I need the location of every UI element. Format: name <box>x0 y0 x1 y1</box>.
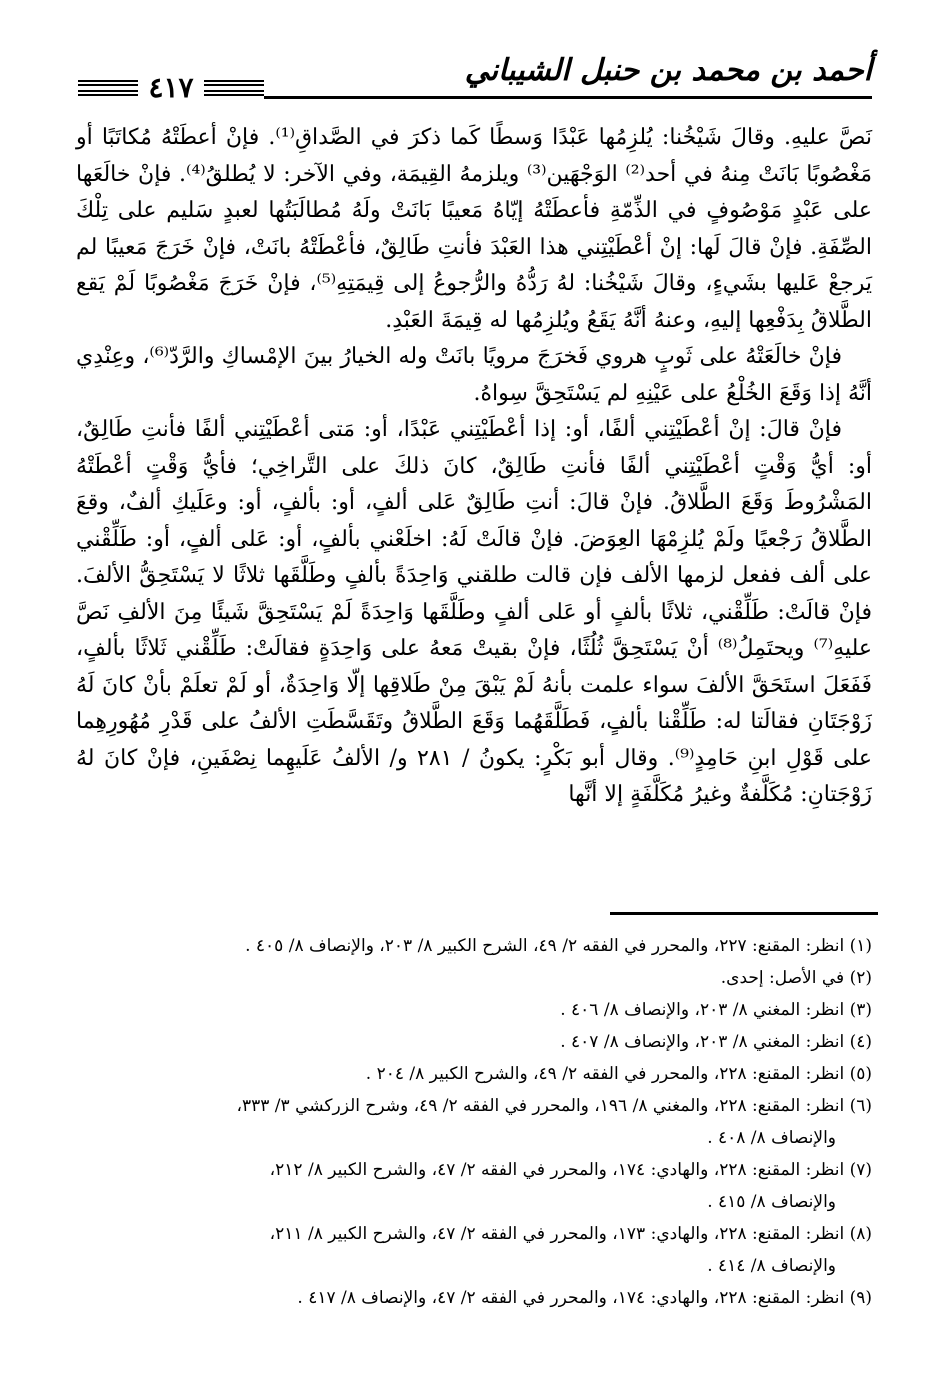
main-text <box>76 120 872 814</box>
page-number-box <box>78 72 264 104</box>
footnotes <box>76 930 872 1314</box>
footnote <box>76 930 872 962</box>
paragraph: نَصَّ عليهِ. وقالَ شَيْخُنا: يُلزِمُها عَبْدًا وَسطًا كَما ذكرَ في الصَّداقِ⁽¹⁾. فإنْ أعطَتْهُ مُكاتَبًا أو مَغْصُوبًا بَانَتْ مِنهُ في أحد⁽²⁾ الوَجْهَين⁽³⁾ ويلزمهُ القِيمَة، وفي الآخر: لا يُطلقُ⁽⁴⁾. فإنْ خالَعَها على عَبْدٍ مَوْصُوفٍ في الذِّمّةِ فأعطَتْهُ إيّاهُ مَعيبًا بَانَتْ ولَهُ مُطالَبَتُها لعبدٍ سَليم على تِلْكَ الصِّفَةِ. فإنْ قالَ لَها: إنْ أعْطَيْتِني هذا العَبْدَ فأنتِ طَالِقٌ، فأعْطَتْهُ بانَتْ، فإنْ خَرَجَ مَعيبًا لم يَرجعْ عَليها بشَيءٍ، وقالَ شَيْخُنا: لهُ رَدُّهُ والرُّجوعُ إلى قِيمَتِهِ⁽⁵⁾، فإنْ خَرَجَ مَغْصُوبًا لَمْ يَقع الطَّلاقُ بِدَفْعِها إليهِ، وعنهُ أنَّهُ يَقَعُ ويُلزِمُها له قِيمَةَ العَبْدِ. <box>76 125 872 333</box>
footnote-text: (٨) انظر: المقنع: ٢٢٨، والهادي: ١٧٣، والمحرر في الفقه ٢/ ٤٧، والشرح الكبير ٨/ ٢١١، <box>269 1224 872 1244</box>
footnote-text: (١) انظر: المقنع: ٢٢٧، والمحرر في الفقه ٢/ ٤٩، الشرح الكبير ٨/ ٢٠٣، والإنصاف ٨/ ٤٠٥ . <box>245 936 872 956</box>
footnote <box>76 1026 872 1058</box>
footnote-continuation: والإنصاف ٨/ ٤٠٨ . <box>707 1128 836 1148</box>
footnote <box>76 1282 872 1314</box>
page-header <box>78 52 872 108</box>
footnote-text: (٩) انظر: المقنع: ٢٢٨، والهادي: ١٧٤، والمحرر في الفقه ٢/ ٤٧، والإنصاف ٨/ ٤١٧ . <box>297 1288 872 1308</box>
footnote-text: (٢) في الأصل: إحدى. <box>720 968 872 988</box>
footnote-text: (٦) انظر: المقنع: ٢٢٨، والمغني ٨/ ١٩٦، والمحرر في الفقه ٢/ ٤٩، وشرح الزركشي ٣/ ٣٣٣، <box>236 1096 872 1116</box>
running-title: أحمد بن محمد بن حنبل الشيباني <box>464 53 872 88</box>
footnote-continuation: والإنصاف ٨/ ٤١٥ . <box>707 1192 836 1212</box>
footnote-text: (٣) انظر: المغني ٨/ ٢٠٣، والإنصاف ٨/ ٤٠٦ . <box>560 1000 872 1020</box>
footnote <box>76 962 872 994</box>
paragraph: فإنْ قالَ: إنْ أعْطَيْتِني ألفًا، أو: إذا أعْطَيْتِني عَبْدًا، أو: مَتى أعْطَيْتِني ألفًا فأنتِ طَالِقٌ، أو: أيُّ وَقْتٍ أعْطَيْتِني ألفًا فأنتِ طَالِقٌ، كانَ ذلكَ على التَّراخِي؛ فأيُّ وَقْتٍ أعْطَتْهُ المَشْرُوطَ وَقَعَ الطَّلاقُ. فإنْ قالَ: أنتِ طَالِقٌ عَلى ألفٍ، أو: بألفٍ، أو: وعَلَيكِ ألفٌ، وقعَ الطَّلاقُ رَجْعيًا ولَمْ يُلزِمْهَا العِوَضَ. فإنْ قالَتْ لَهُ: اخلَعْني بألفٍ، أو: عَلى ألفٍ، أو: طَلِّقْني على ألف ففعل لزمها الألف فإن قالت طلقني وَاحِدَةً بألفٍ وطَلَّقَها ثلاثًا لا يَسْتَحِقُّ الألفَ. فإنْ قالَتْ: طَلِّقْني، ثلاثًا بألفٍ أو عَلى ألفٍ وطَلَّقَها وَاحِدَةً لَمْ يَسْتَحِقَّ شَيئًا مِنَ الألفِ نَصَّ عليهِ⁽⁷⁾ ويحتَمِلُ⁽⁸⁾ أنْ يَسْتَحِقَّ ثُلُثًا، فإنْ بقيتْ مَعهُ على وَاحِدَةٍ فقالَتْ: طَلِّقْني ثَلاثًا بألفٍ، فَفَعَلَ استَحَقَّ الألفَ سواء علمت بأنهُ لَمْ يَبْقَ مِنْ طَلاقِها إلّا وَاحِدَةٌ، أو لَمْ تعلَمْ بأنْ كانَ لَهُ زَوْجَتَانِ فقالَتا له: طَلِّقْنا بألفٍ، فَطَلَّقَهُما وَقَعَ الطَّلاقُ وتَقَسَّطَتِ الألفُ على قَدْرِ مُهُورِهِما على قَوْلِ ابنِ حَامِدٍ⁽⁹⁾. وقال أبو بَكْرٍ: يكونُ / ٢٨١ و/ الألفُ عَلَيهِما نِصْفَينِ، فإنْ كانَ لهُ زَوْجَتانِ: مُكَلَّفةٌ وغيرُ مُكَلَّفَةٍ إلا أنَّها <box>76 417 872 807</box>
footnote <box>76 994 872 1026</box>
footnote <box>76 1154 872 1218</box>
footnote <box>76 1058 872 1090</box>
header-divider <box>264 96 872 99</box>
footnote-continuation: والإنصاف ٨/ ٤١٤ . <box>707 1256 836 1276</box>
paragraph: فإنْ خالَعَتْهُ على ثَوبٍ هروي فَخرَجَ مرويًا بانَتْ وله الخيارُ بينَ الإمْساكِ والرَّدّ⁽⁶⁾، وعِنْدِي أنَّهُ إذا وَقَعَ الخُلْعُ على عَيْنِهِ لم يَسْتَحِقَّ سِواهُ. <box>76 344 872 406</box>
page-number: ٤١٧ <box>138 72 203 104</box>
footnote <box>76 1218 872 1282</box>
footnote-text: (٧) انظر: المقنع: ٢٢٨، والهادي: ١٧٤، والمحرر في الفقه ٢/ ٤٧، والشرح الكبير ٨/ ٢١٢، <box>269 1160 872 1180</box>
footnote <box>76 1090 872 1154</box>
footnote-text: (٥) انظر: المقنع: ٢٢٨، والمحرر في الفقه ٢/ ٤٩، والشرح الكبير ٨/ ٢٠٤ . <box>365 1064 872 1084</box>
footnote-separator <box>610 912 878 915</box>
footnote-text: (٤) انظر: المغني ٨/ ٢٠٣، والإنصاف ٨/ ٤٠٧ . <box>560 1032 872 1052</box>
